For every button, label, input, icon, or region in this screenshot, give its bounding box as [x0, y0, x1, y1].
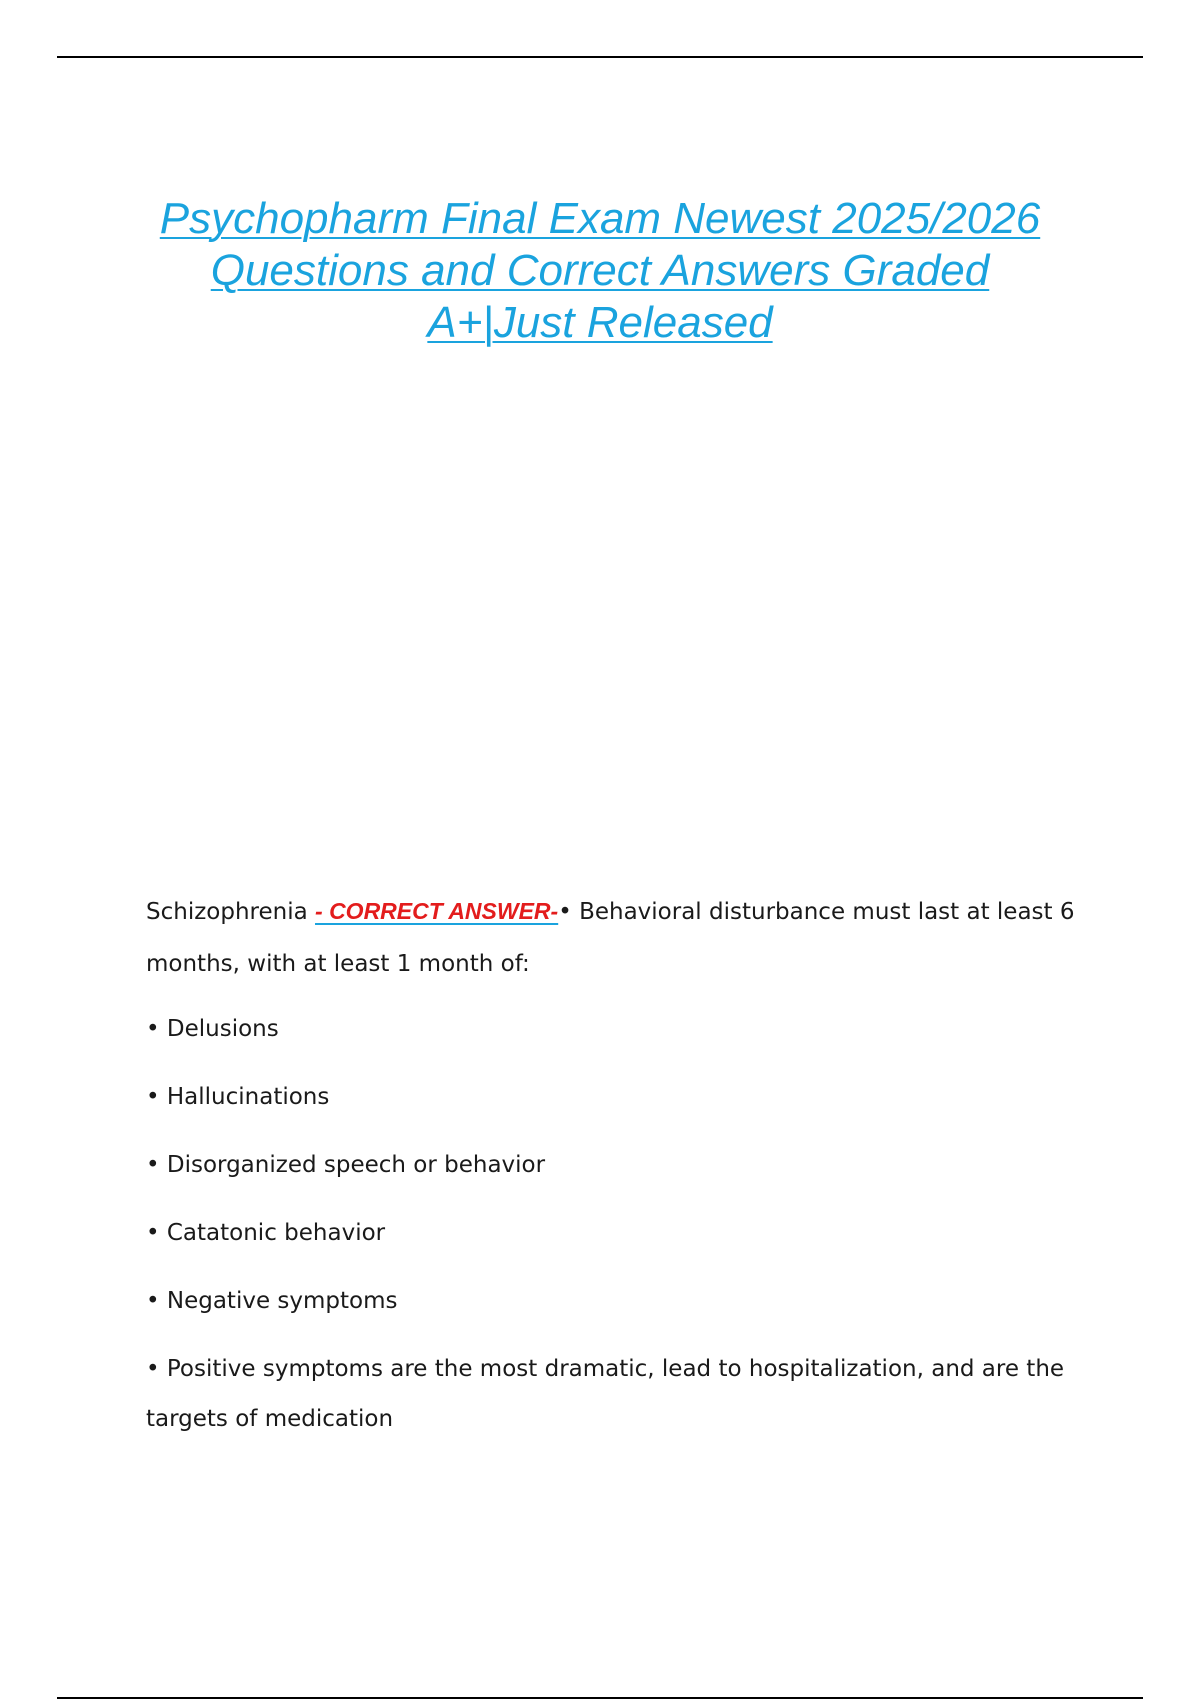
question-term: Schizophrenia — [146, 899, 308, 925]
bullet-item: • Delusions — [146, 1016, 279, 1042]
footer-rule — [57, 1697, 1143, 1699]
bullet-item: • Negative symptoms — [146, 1288, 398, 1314]
title-line-3: A+|Just Released — [427, 298, 773, 347]
document-title[interactable] — [100, 193, 1100, 349]
bullet-item: • Hallucinations — [146, 1084, 330, 1110]
header-rule — [57, 56, 1143, 58]
title-line-1: Psychopharm Final Exam Newest 2025/2026 — [159, 194, 1041, 243]
bullet-item: • Catatonic behavior — [146, 1220, 386, 1246]
correct-answer-tag: - CORRECT ANSWER- — [315, 898, 559, 924]
question-block — [146, 885, 1106, 1444]
bullet-item: • Positive symptoms are the most dramatic, lead to hospitalization, and are the targets of medication — [146, 1356, 1065, 1432]
answer-intro: • Behavioral disturbance must last at least 6 months, with at least 1 month of: — [146, 899, 1075, 977]
title-line — [100, 245, 1100, 297]
title-line-2: Questions and Correct Answers Graded — [210, 246, 990, 295]
title-line — [100, 193, 1100, 245]
title-line — [100, 297, 1100, 349]
bullet-item: • Disorganized speech or behavior — [146, 1152, 546, 1178]
question-answer — [146, 885, 1106, 990]
